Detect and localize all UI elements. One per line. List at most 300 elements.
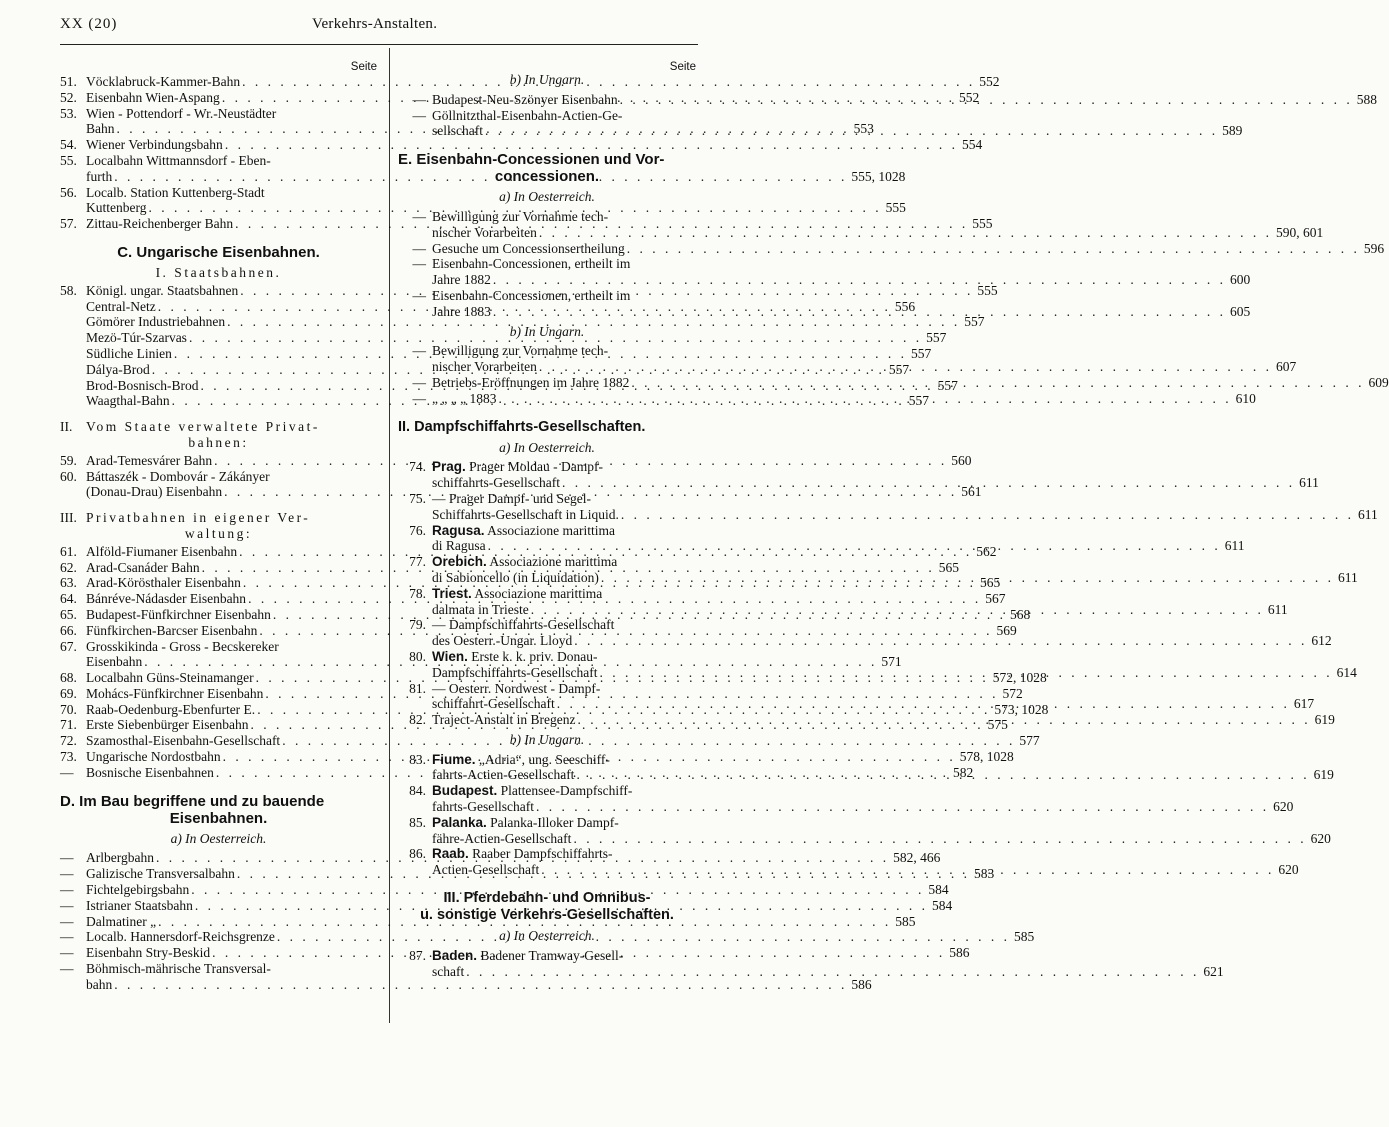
page-ref: 612 bbox=[1311, 633, 1332, 649]
list-item bbox=[398, 814, 1331, 847]
entry-number: — bbox=[60, 897, 74, 913]
entry-text bbox=[432, 554, 617, 570]
entry-title: Galizische Transversalbahn bbox=[86, 866, 235, 882]
entry-text bbox=[432, 507, 619, 523]
entry-number: — bbox=[412, 91, 426, 107]
entry-line bbox=[432, 288, 696, 304]
entry-title: Betriebs-Eröffnungen im Jahre 1882 bbox=[432, 374, 630, 390]
page-ref: 586 bbox=[851, 976, 872, 992]
entry-title: nischer Vorarbeiten bbox=[432, 224, 537, 240]
entry-text bbox=[432, 256, 630, 272]
entry-title: Wien - Pottendorf - Wr.-Neustädter bbox=[86, 105, 277, 121]
dot-leader bbox=[599, 570, 1336, 586]
entry-text bbox=[432, 459, 603, 475]
subheading-state-managed: II. Vom Staate verwaltete Privat- bahnen: bbox=[60, 419, 320, 450]
entry-number: 57. bbox=[60, 216, 77, 232]
page-ref: 620 bbox=[1310, 830, 1331, 846]
entry-text bbox=[86, 623, 257, 639]
entry-line bbox=[432, 523, 696, 539]
dot-leader bbox=[491, 304, 1228, 320]
entry-text bbox=[432, 538, 486, 554]
page-ref: 557 bbox=[910, 345, 932, 361]
page-ref: 565 bbox=[979, 575, 1001, 591]
page-ref: 552 bbox=[958, 89, 980, 105]
entry-place: Baden. bbox=[432, 947, 478, 963]
page-ref: 611 bbox=[1224, 538, 1245, 554]
entry-text bbox=[432, 696, 555, 712]
entry-line bbox=[432, 799, 1294, 815]
entry-title: Vöcklabruck-Kammer-Bahn bbox=[86, 74, 241, 89]
entry-body bbox=[86, 137, 983, 153]
page-ref: 584 bbox=[928, 882, 949, 898]
entry-number: 85. bbox=[409, 814, 426, 830]
entry-title: Dálya-Brod bbox=[86, 361, 150, 377]
entry-title: Raaber Dampfschiffahrts- bbox=[472, 846, 613, 862]
entry-number: 68. bbox=[60, 670, 77, 686]
entry-title: di Ragusa bbox=[432, 538, 486, 554]
dot-leader bbox=[574, 764, 1311, 783]
page-ref: 567 bbox=[985, 591, 1006, 607]
entry-text bbox=[86, 914, 156, 930]
entry-text bbox=[432, 752, 610, 768]
entry-text bbox=[86, 765, 214, 781]
entry-number: 81. bbox=[409, 680, 426, 696]
entry-title: Badener Tramway-Gesell- bbox=[480, 947, 624, 963]
region-austria: a) In Oesterreich. bbox=[170, 830, 267, 846]
entry-title: — Oesterr. Nordwest - Dampf- bbox=[432, 680, 601, 696]
entry-place: Ragusa. bbox=[432, 522, 485, 538]
dot-leader bbox=[491, 272, 1228, 288]
entry-number: — bbox=[412, 374, 426, 390]
entry-title: dalmata in Trieste bbox=[432, 601, 529, 617]
entry-number: 72. bbox=[60, 733, 77, 749]
page-ref: 577 bbox=[1019, 733, 1040, 749]
page-ref: 565 bbox=[938, 559, 959, 575]
page-ref: 589 bbox=[1222, 123, 1243, 139]
dot-leader bbox=[529, 602, 1266, 618]
entry-number: 74. bbox=[409, 459, 426, 475]
dot-leader bbox=[560, 475, 1297, 491]
page-ref: 555 bbox=[885, 200, 906, 216]
page-ref: 584 bbox=[931, 897, 953, 913]
entry-title: Eisenbahn Stry-Beskid bbox=[86, 945, 211, 961]
entry-text bbox=[432, 586, 602, 602]
entry-text bbox=[86, 362, 150, 378]
entry-text bbox=[86, 185, 265, 201]
list-item bbox=[60, 137, 983, 153]
page-ref: 557 bbox=[908, 393, 930, 409]
entry-place: Orebich. bbox=[432, 554, 487, 570]
entry-title: — Dampfschiffahrts-Gesellschaft bbox=[432, 617, 615, 633]
entry-text bbox=[86, 560, 200, 576]
entry-text bbox=[86, 866, 235, 882]
page-ref: 614 bbox=[1336, 664, 1357, 680]
entry-title: Erste k. k. priv. Donau- bbox=[471, 648, 598, 664]
page-ref: 555 bbox=[972, 216, 993, 232]
entry-text bbox=[86, 453, 212, 469]
entry-text bbox=[432, 570, 599, 586]
entry-number: 79. bbox=[409, 617, 426, 633]
entry-number: — bbox=[60, 850, 74, 866]
entry-title: Istrianer Staatsbahn bbox=[86, 897, 193, 913]
entry-title: nischer Vorarbeiten bbox=[432, 359, 537, 375]
running-title: Verkehrs-Anstalten. bbox=[312, 16, 438, 32]
entry-title: Localb. Station Kuttenberg-Stadt bbox=[86, 184, 265, 200]
entry-title: Gesuche um Concessionsertheilung bbox=[432, 240, 625, 256]
entry-text bbox=[86, 299, 156, 315]
entry-number: 55. bbox=[60, 152, 77, 168]
dot-leader bbox=[539, 862, 1276, 878]
entry-line bbox=[86, 976, 872, 993]
page-ref: 557 bbox=[888, 361, 910, 377]
entry-line bbox=[432, 846, 696, 862]
entry-title: fahrts-Gesellschaft bbox=[432, 799, 534, 815]
entry-text bbox=[86, 469, 270, 485]
entry-title: Ungarische Nordostbahn bbox=[86, 749, 221, 765]
page-ref: 553 bbox=[853, 121, 874, 137]
header-rule bbox=[60, 44, 698, 45]
entry-line bbox=[432, 108, 696, 124]
entry-title: Arad-Csanáder Bahn bbox=[86, 559, 200, 575]
entry-number: 53. bbox=[60, 105, 77, 121]
page-ref: 554 bbox=[961, 137, 983, 153]
entry-title: Bewilligung zur Vornahme tech- bbox=[432, 343, 609, 359]
entry-line bbox=[432, 343, 696, 359]
seite-label: Seite bbox=[669, 61, 696, 73]
entry-number: — bbox=[60, 945, 74, 961]
entry-text bbox=[432, 633, 572, 649]
entry-title: bahn bbox=[86, 976, 113, 992]
page-ref: 573, 1028 bbox=[994, 701, 1049, 717]
entry-line bbox=[432, 491, 696, 507]
entry-number: 62. bbox=[60, 559, 77, 575]
page-ref: 609 bbox=[1368, 374, 1389, 390]
page-ref: 571 bbox=[881, 654, 902, 670]
entry-line bbox=[86, 882, 949, 898]
entry-number: 66. bbox=[60, 622, 77, 638]
entry-line bbox=[432, 586, 696, 602]
page-ref: 590, 601 bbox=[1275, 224, 1324, 240]
entry-title: Dalmatiner „ bbox=[86, 913, 157, 929]
section-e-heading: E. Eisenbahn-Concessionen und Vor- concessionen. bbox=[398, 151, 665, 186]
entry-line bbox=[432, 681, 696, 697]
dot-leader bbox=[537, 225, 1274, 241]
entry-text bbox=[86, 607, 271, 623]
entry-text bbox=[432, 523, 615, 539]
entry-text bbox=[86, 90, 220, 106]
page-ref: 619 bbox=[1313, 767, 1334, 783]
page-ref: 572 bbox=[1002, 685, 1023, 701]
entry-number: 76. bbox=[409, 522, 426, 538]
entry-text bbox=[432, 272, 491, 288]
entry-text bbox=[86, 929, 275, 945]
entry-text bbox=[432, 391, 496, 407]
entry-place: Wien. bbox=[432, 648, 468, 664]
page-ref: 557 bbox=[926, 330, 947, 346]
entry-title: „ „ „ „ 1883 bbox=[432, 390, 497, 406]
entry-text bbox=[86, 153, 271, 169]
entry-title: Eisenbahn-Concessionen, ertheilt im bbox=[432, 287, 631, 303]
entry-line bbox=[432, 815, 696, 831]
list-item bbox=[60, 882, 949, 898]
entry-number: — bbox=[412, 107, 426, 123]
entry-text bbox=[432, 617, 614, 633]
entry-line bbox=[432, 256, 696, 272]
entry-number: — bbox=[412, 343, 426, 359]
entry-body bbox=[432, 783, 1294, 815]
entry-number: 83. bbox=[409, 751, 426, 767]
entry-title: Jahre 1882 bbox=[432, 272, 491, 288]
page-ref: 568 bbox=[1009, 606, 1031, 622]
page-ref: 605 bbox=[1229, 303, 1251, 319]
entry-text bbox=[86, 346, 172, 362]
entry-title: Localbahn Wittmannsdorf - Eben- bbox=[86, 152, 271, 168]
entry-number: 64. bbox=[60, 591, 77, 607]
entry-title: Waagthal-Bahn bbox=[86, 393, 170, 409]
entry-title: Göllnitzthal-Eisenbahn-Actien-Ge- bbox=[432, 107, 623, 123]
entry-title: Localbahn Güns-Steinamanger bbox=[86, 670, 254, 686]
page-ref: 611 bbox=[1267, 601, 1288, 617]
entry-text bbox=[86, 544, 237, 560]
entry-title: Eisenbahn bbox=[86, 654, 143, 670]
entry-title: Brod-Bosnisch-Brod bbox=[86, 377, 199, 393]
entry-title: Associazione marittima bbox=[489, 554, 618, 570]
entry-title: Wiener Verbindungsbahn bbox=[86, 137, 223, 153]
page-ref: 611 bbox=[1299, 475, 1319, 491]
entry-title: Alföld-Fiumaner Eisenbahn bbox=[86, 543, 238, 559]
section-c-heading: C. Ungarische Eisenbahnen. bbox=[117, 243, 320, 261]
region-hungary: b) In Ungarn. bbox=[509, 731, 585, 747]
page-header bbox=[60, 16, 700, 40]
entry-text bbox=[432, 964, 464, 980]
list-item bbox=[398, 783, 1294, 815]
entry-text bbox=[432, 846, 612, 862]
entry-title: Bewilligung zur Vornahme tech- bbox=[432, 208, 609, 224]
entry-title: — Prager Dampf- und Segel- bbox=[432, 490, 591, 506]
entry-place: Palanka. bbox=[432, 814, 487, 830]
entry-title: di Sabioncello (in Liquidation) bbox=[432, 569, 599, 585]
entry-number: 52. bbox=[60, 89, 77, 105]
entry-title: schiffahrt-Gesellschaft bbox=[432, 696, 555, 712]
entry-line bbox=[432, 963, 1224, 980]
entry-line bbox=[86, 314, 985, 330]
subheading-state-railways: I. Staatsbahnen. bbox=[155, 264, 282, 280]
entry-number: 80. bbox=[409, 648, 426, 664]
entry-text bbox=[432, 831, 571, 847]
entry-line bbox=[432, 209, 696, 225]
entry-text bbox=[86, 216, 233, 232]
entry-text bbox=[86, 484, 222, 500]
entry-line bbox=[432, 240, 1385, 257]
page-ref: 552 bbox=[979, 74, 1000, 89]
page-ref: 555, 1028 bbox=[851, 168, 906, 184]
entry-title: Bahn bbox=[86, 121, 115, 137]
entry-text bbox=[86, 654, 142, 670]
region-hungary: b) In Ungarn. bbox=[509, 323, 585, 339]
entry-line bbox=[432, 633, 1332, 649]
entry-text bbox=[86, 330, 187, 346]
entry-text bbox=[86, 850, 154, 866]
entry-place: Fiume. bbox=[432, 751, 476, 767]
entry-text bbox=[432, 783, 632, 799]
entry-line bbox=[86, 185, 377, 201]
entry-title: Jahre 1883 bbox=[432, 303, 491, 319]
entry-number: — bbox=[60, 764, 74, 780]
page-ref: 586 bbox=[949, 945, 970, 961]
entry-number: — bbox=[60, 961, 74, 977]
entry-title: Prager Moldau - Dampf- bbox=[469, 459, 603, 475]
page-ref: 557 bbox=[937, 377, 958, 393]
entry-text bbox=[86, 378, 199, 394]
entry-number: 73. bbox=[60, 749, 77, 765]
list-item bbox=[60, 913, 916, 930]
entry-title: Arlbergbahn bbox=[86, 850, 154, 866]
entry-text bbox=[432, 649, 598, 665]
entry-text bbox=[86, 314, 225, 330]
list-item bbox=[398, 256, 1251, 288]
dot-leader bbox=[537, 359, 1274, 375]
entry-title: Budapest-Neu-Szönyer Eisenbahn bbox=[432, 91, 618, 107]
entry-title: sellschaft bbox=[432, 123, 483, 139]
entry-title: Eisenbahn-Concessionen, ertheilt im bbox=[432, 256, 631, 272]
entry-number: 54. bbox=[60, 137, 77, 153]
entry-number: 84. bbox=[409, 783, 426, 799]
entry-title: Königl. ungar. Staatsbahnen bbox=[86, 282, 239, 298]
region-austria: a) In Oesterreich. bbox=[499, 439, 595, 455]
entry-body bbox=[86, 913, 916, 930]
entry-title: Fünfkirchen-Barcser Eisenbahn bbox=[86, 622, 258, 638]
list-item bbox=[398, 240, 1385, 257]
page-ref: 620 bbox=[1273, 799, 1294, 815]
entry-number: — bbox=[60, 929, 74, 945]
entry-number: — bbox=[412, 287, 426, 303]
entry-text bbox=[86, 977, 112, 993]
section-d-heading: D. Im Bau begriffene und zu bauende Eisenbahnen. bbox=[60, 792, 325, 827]
entry-title: Arad-Temesvárer Bahn bbox=[86, 452, 213, 468]
entry-text bbox=[86, 945, 210, 961]
page-ref: 611 bbox=[1337, 569, 1358, 585]
entry-title: Palanka-Illoker Dampf- bbox=[490, 814, 619, 830]
page-ref: 582 bbox=[952, 764, 974, 780]
entry-line bbox=[432, 783, 696, 799]
dot-leader bbox=[571, 831, 1308, 847]
page-ref: 557 bbox=[964, 314, 985, 330]
entry-text bbox=[86, 898, 193, 914]
entry-text bbox=[432, 359, 537, 375]
entry-text bbox=[432, 602, 529, 618]
dot-leader bbox=[572, 633, 1309, 649]
entry-text bbox=[86, 639, 279, 655]
entry-text bbox=[432, 799, 534, 815]
entry-line bbox=[432, 649, 696, 665]
entry-title: Erste Siebenbürger Eisenbahn bbox=[86, 717, 249, 733]
entry-text bbox=[432, 681, 600, 697]
entry-title: Fichtelgebirgsbahn bbox=[86, 882, 190, 898]
entry-place: Triest. bbox=[432, 585, 472, 601]
entry-line bbox=[432, 459, 696, 475]
entry-number: 71. bbox=[60, 717, 77, 733]
page-ref: 583 bbox=[973, 866, 995, 882]
entry-text bbox=[86, 961, 271, 977]
entry-number: — bbox=[412, 390, 426, 406]
entry-text bbox=[86, 882, 189, 898]
dot-leader bbox=[597, 665, 1334, 681]
entry-number: — bbox=[60, 882, 74, 898]
entry-line bbox=[432, 830, 1331, 847]
entry-text bbox=[432, 948, 623, 964]
entry-title: Schiffahrts-Gesellschaft in Liquid. bbox=[432, 506, 619, 522]
entry-title: Grosskikinda - Gross - Becskereker bbox=[86, 638, 279, 654]
entry-title: „Adria“, ung. Seeschiff- bbox=[478, 751, 610, 767]
entry-title: Bánréve-Nádasder Eisenbahn bbox=[86, 591, 247, 607]
page-ref: 560 bbox=[951, 452, 972, 468]
section-iii-heading: III. Pferdebahn- und Omnibus- u. sonstige Verkehrs-Gesellschaften. bbox=[420, 890, 674, 924]
entry-place: Raab. bbox=[432, 846, 469, 862]
entry-title: fähre-Actien-Gesellschaft bbox=[432, 830, 572, 846]
page-ref: 585 bbox=[895, 913, 916, 929]
entry-number: 87. bbox=[409, 947, 426, 963]
entry-text bbox=[432, 491, 591, 507]
entry-line bbox=[432, 752, 696, 768]
entry-title: Eisenbahn Wien-Aspang bbox=[86, 89, 220, 105]
entry-title: Arad-Körösthaler Eisenbahn bbox=[86, 575, 241, 591]
entry-line bbox=[432, 948, 696, 964]
entry-line bbox=[432, 475, 1319, 491]
entry-text bbox=[432, 343, 608, 359]
entry-line bbox=[86, 469, 377, 485]
entry-title: Mohács-Fünfkirchner Eisenbahn bbox=[86, 685, 264, 701]
entry-place: Budapest. bbox=[432, 783, 498, 799]
entry-text bbox=[86, 670, 254, 686]
entry-title: schaft bbox=[432, 963, 465, 979]
entry-title: Associazione marittima bbox=[487, 522, 616, 538]
entry-number: 58. bbox=[60, 282, 77, 298]
entry-line bbox=[432, 272, 1251, 288]
entry-text bbox=[432, 209, 608, 225]
page-ref: 555 bbox=[977, 282, 998, 298]
entry-title: Bosnische Eisenbahnen bbox=[86, 764, 214, 780]
entry-text bbox=[432, 241, 625, 257]
dot-leader bbox=[534, 799, 1271, 815]
entry-title: Central-Netz bbox=[86, 298, 156, 314]
entry-text bbox=[86, 106, 276, 122]
page-ref: 585 bbox=[1014, 929, 1035, 945]
entry-number: 75. bbox=[409, 490, 426, 506]
entry-text bbox=[432, 225, 537, 241]
entry-line bbox=[86, 137, 983, 153]
page-ref: 575 bbox=[987, 717, 1008, 733]
entry-text bbox=[86, 169, 112, 185]
subheading-private-railways: III. Privatbahnen in eigener Ver- waltung: bbox=[60, 510, 311, 541]
entry-line bbox=[86, 106, 377, 122]
entry-line bbox=[86, 913, 916, 930]
entry-number: 59. bbox=[60, 452, 77, 468]
entry-text bbox=[432, 304, 491, 320]
entry-number: — bbox=[412, 256, 426, 272]
dot-leader bbox=[575, 712, 1312, 728]
entry-line bbox=[86, 168, 906, 185]
entry-title: Budapest-Fünfkirchner Eisenbahn bbox=[86, 606, 271, 622]
entry-title: Plattensee-Dampfschiff- bbox=[500, 783, 633, 799]
entry-text bbox=[86, 575, 241, 591]
entry-line bbox=[432, 506, 1378, 523]
dot-leader bbox=[483, 123, 1220, 139]
page-ref: 582, 466 bbox=[893, 850, 941, 866]
page-ref: 556 bbox=[894, 298, 916, 314]
dot-leader bbox=[486, 538, 1223, 554]
entry-text bbox=[432, 712, 575, 728]
entry-text bbox=[86, 717, 248, 733]
